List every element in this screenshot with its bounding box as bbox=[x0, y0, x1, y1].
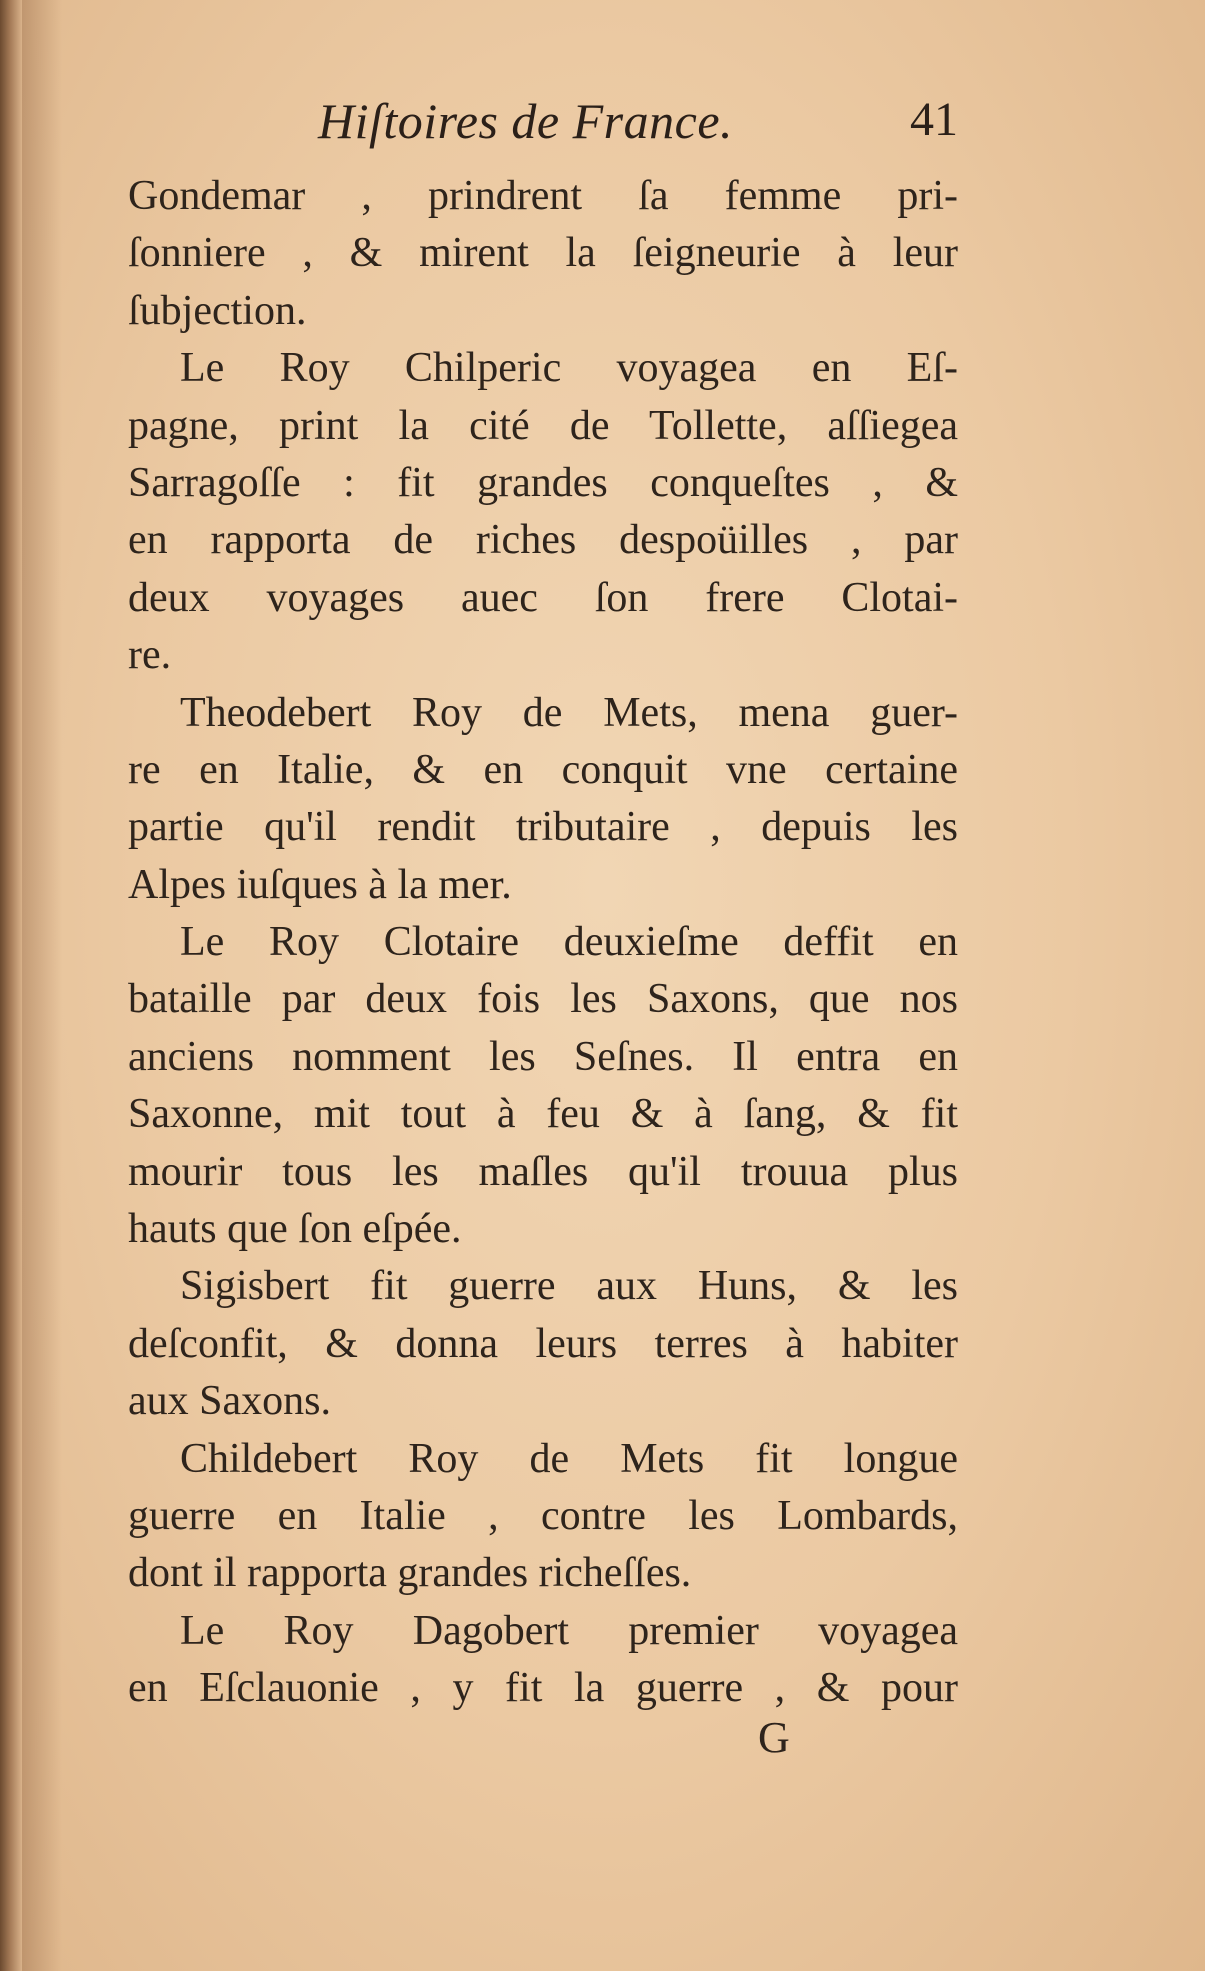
text-line: en rapporta de riches despoüilles , par bbox=[128, 517, 958, 564]
text-line: Sarragoſſe : fit grandes conqueſtes , & bbox=[128, 459, 958, 506]
text-line: partie qu'il rendit tributaire , depuis les bbox=[128, 804, 958, 851]
text-line: re en Italie, & en conquit vne certaine bbox=[128, 746, 958, 793]
text-line: hauts que ſon eſpée. bbox=[128, 1206, 462, 1253]
running-title: Hiſtoires de France. bbox=[318, 93, 734, 149]
binding-shadow bbox=[22, 0, 62, 1971]
text-line: Le Roy Dagobert premier voyagea bbox=[180, 1607, 958, 1654]
text-line: Theodebert Roy de Mets, mena guer- bbox=[180, 689, 958, 736]
text-line: Le Roy Clotaire deuxieſme deffit en bbox=[180, 919, 958, 966]
text-line: Saxonne, mit tout à feu & à ſang, & fit bbox=[128, 1091, 958, 1138]
text-line: guerre en Italie , contre les Lombards, bbox=[128, 1492, 958, 1539]
signature-mark: G bbox=[758, 1713, 790, 1762]
text-line: dont il rapporta grandes richeſſes. bbox=[128, 1550, 692, 1597]
text-line: deux voyages auec ſon frere Clotai- bbox=[128, 574, 958, 621]
text-line: mourir tous les maſles qu'il trouua plus bbox=[128, 1148, 958, 1195]
text-line: pagne, print la cité de Tollette, aſſiegea bbox=[128, 402, 958, 449]
text-line: anciens nomment les Seſnes. Il entra en bbox=[128, 1033, 958, 1080]
page-header bbox=[128, 92, 958, 162]
text-line: Childebert Roy de Mets fit longue bbox=[180, 1435, 958, 1482]
text-line: Alpes iuſques à la mer. bbox=[128, 861, 512, 908]
binding-edge bbox=[0, 0, 22, 1971]
text-line: ſubjection. bbox=[128, 287, 307, 334]
text-line: Le Roy Chilperic voyagea en Eſ- bbox=[180, 345, 958, 392]
text-line: re. bbox=[128, 632, 172, 679]
page-number: 41 bbox=[910, 93, 958, 146]
text-line: ſonniere , & mirent la ſeigneurie à leur bbox=[128, 230, 958, 277]
text-body bbox=[128, 168, 958, 1718]
text-line: Gondemar , prindrent ſa femme pri- bbox=[128, 173, 958, 219]
text-line: deſconfit, & donna leurs terres à habiter bbox=[128, 1320, 958, 1367]
text-line: aux Saxons. bbox=[128, 1378, 331, 1425]
text-line: bataille par deux fois les Saxons, que nos bbox=[128, 976, 958, 1023]
text-line: Sigisbert fit guerre aux Huns, & les bbox=[180, 1263, 958, 1310]
text-line: en Eſclauonie , y fit la guerre , & pour bbox=[128, 1665, 958, 1712]
